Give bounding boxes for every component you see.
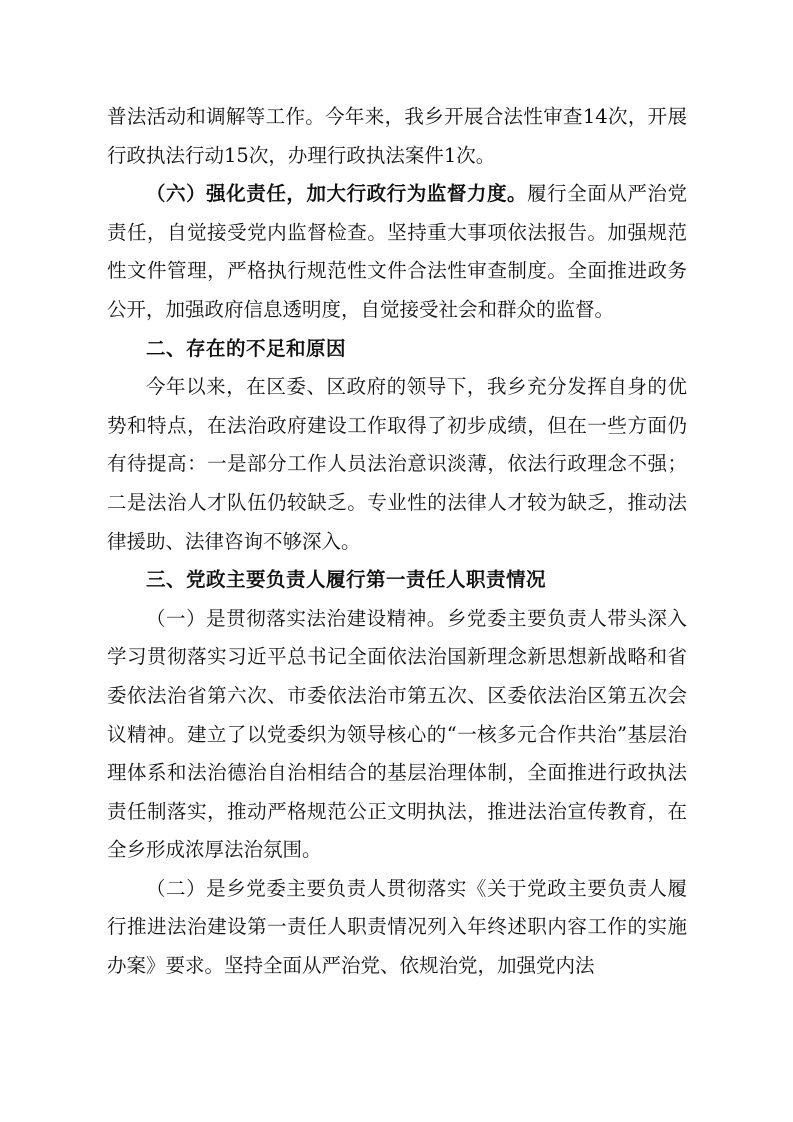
section-three-title: 三、党政主要负责人履行第一责任人职责情况 — [146, 568, 547, 592]
section-two-body: 今年以来，在区委、区政府的领导下，我乡充分发挥自身的优势和特点，在法治政府建设工作取得了初步成绩，但在一些方面仍有待提高：一是部分工作人员法治意识淡薄，依法行政理念不强；二是法治人才队伍仍较缺乏。专业性的法律人才较为缺乏，推动法律援助、法律咨询不够深入。 — [107, 375, 687, 553]
paragraph-six-body: 履行全面从严治党责任，自觉接受党内监督检查。坚持重大事项依法报告。加强规范性文件管理，严格执行规范性文件合法性审查制度。全面推进政务公开，加强政府信息透明度，自觉接受社会和群众的监督。 — [107, 182, 687, 321]
section-two-title: 二、存在的不足和原因 — [146, 336, 347, 360]
paragraph-six — [107, 175, 687, 329]
paragraph-continued: 普法活动和调解等工作。今年来，我乡开展合法性审查14次，开展行政执法行动15次，办理行政执法案件1次。 — [107, 105, 687, 167]
paragraph-six-heading: （六）强化责任，加大行政行为监督力度。 — [146, 182, 528, 206]
document-body — [107, 98, 687, 986]
section-three-paragraph-one: （一）是贯彻落实法治建设精神。乡党委主要负责人带头深入学习贯彻落实习近平总书记全面依法治国新理念新思想新战略和省委依法治省第六次、市委依法治市第五次、区委依法治区第五次会议精神。建立了以党委织为领导核心的“一核多元合作共治”基层治理体系和法治德治自治相结合的基层治理体制，全面推进行政执法责任制落实，推动严格规范公正文明执法，推进法治宣传教育，在全乡形成浓厚法治氛围。 — [107, 606, 687, 862]
section-three-paragraph-two: （二）是乡党委主要负责人贯彻落实《关于党政主要负责人履行推进法治建设第一责任人职责情况列入年终述职内容工作的实施办案》要求。坚持全面从严治党、依规治党，加强党内法 — [107, 876, 687, 978]
